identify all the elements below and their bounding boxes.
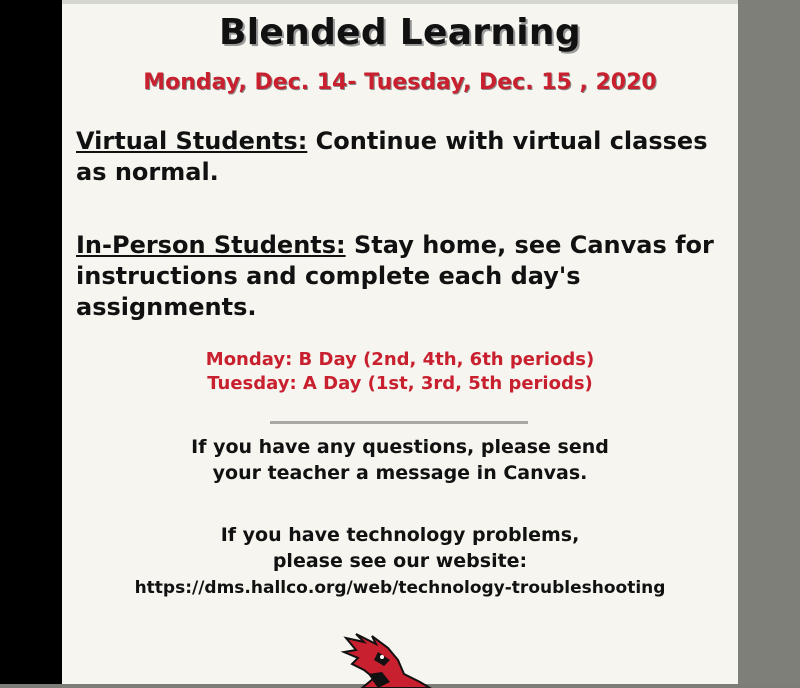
questions-line-2: your teacher a message in Canvas.	[212, 462, 588, 484]
virtual-students-text: Continue with virtual classes as normal.	[76, 127, 708, 186]
page-title: Blended Learning	[219, 12, 581, 53]
questions-note	[62, 434, 738, 486]
announcement-card	[62, 0, 738, 684]
in-person-students-label: In-Person Students:	[76, 231, 346, 259]
tech-note	[62, 522, 738, 574]
divider	[270, 421, 528, 424]
schedule-tuesday: Tuesday: A Day (1st, 3rd, 5th periods)	[207, 373, 593, 394]
in-person-students-text: Stay home, see Canvas for instructions and complete each day's assignments.	[76, 231, 714, 321]
troubleshooting-link[interactable]: https://dms.hallco.org/web/technology-troubleshooting	[134, 578, 666, 598]
date-range: Monday, Dec. 14- Tuesday, Dec. 15 , 2020	[143, 70, 657, 95]
tech-line-1: If you have technology problems,	[220, 524, 580, 546]
virtual-students-paragraph	[76, 126, 716, 188]
in-person-students-paragraph	[76, 230, 716, 323]
schedule-monday: Monday: B Day (2nd, 4th, 6th periods)	[205, 349, 595, 370]
schedule	[62, 348, 738, 396]
red-bird-mascot-icon	[334, 630, 434, 688]
right-border	[738, 0, 800, 684]
left-border	[0, 0, 62, 684]
virtual-students-label: Virtual Students:	[76, 127, 308, 155]
questions-line-1: If you have any questions, please send	[191, 436, 609, 458]
tech-line-2: please see our website:	[272, 550, 528, 572]
